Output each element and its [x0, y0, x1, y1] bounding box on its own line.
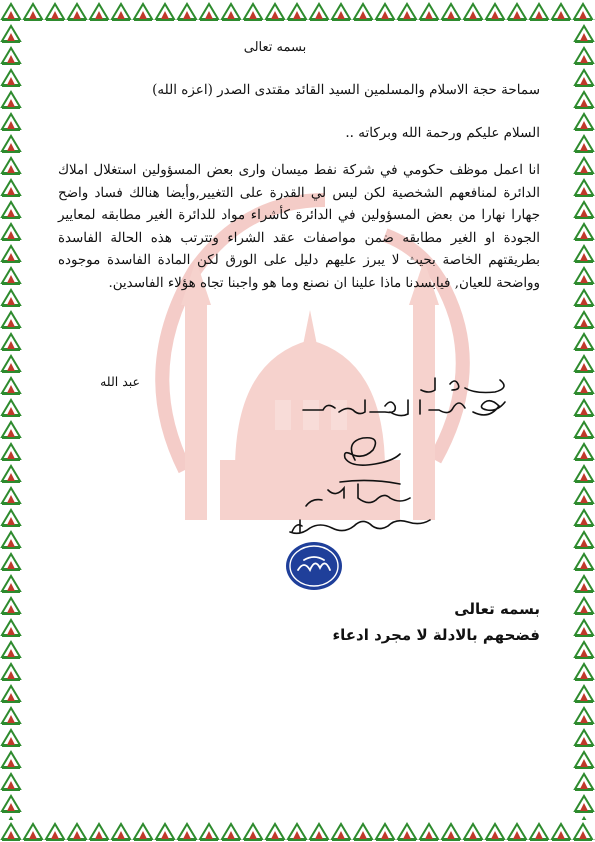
letter-recipient: سماحة حجة الاسلام والمسلمين السيد القائد مقتدى الصدر (اعزه الله)	[152, 82, 540, 98]
stamp-text: فضحهم بالادلة لا مجرد ادعاء	[332, 626, 540, 644]
decorative-border-top	[0, 0, 595, 22]
letter-greeting: السلام عليكم ورحمة الله وبركاته ..	[345, 125, 540, 141]
letter-basmala: بسمه تعالى	[243, 40, 307, 55]
decorative-border-right	[573, 22, 595, 820]
letter-body: انا اعمل موظف حكومي في شركة نفط ميسان وارى بعض المسؤولين استغلال املاك الدائرة لمنافعهم الشخصية لكن ليس لي القدرة على التغيير,وأيضا هنالك فساد واضح جهارا نهارا من بعض المسؤولين في الدائرة كأشراء مواد للدائرة الغير مطابقه لمعايير الجودة او الغير مطابقه ضمن مواصفات عقد الشراء وتترتب هذه الحالة الفاسدة بطريقتهم الخاصة بحيث لا يبرز عليهم دليل على الورق لكن المادة الفاسدة موجوده وواضحة للعيان, فيابسدنا ماذا علينا ان نصنع وما هو واجبنا تجاه هؤلاء الفاسدين.	[58, 163, 540, 291]
letter-signoff: عبد الله	[100, 374, 140, 389]
handwritten-reply	[240, 370, 540, 550]
decorative-border-bottom	[0, 820, 595, 842]
decorative-border-left	[0, 22, 22, 820]
stamp-title: بسمه تعالى	[454, 600, 540, 618]
blue-oval-seal	[284, 540, 344, 592]
